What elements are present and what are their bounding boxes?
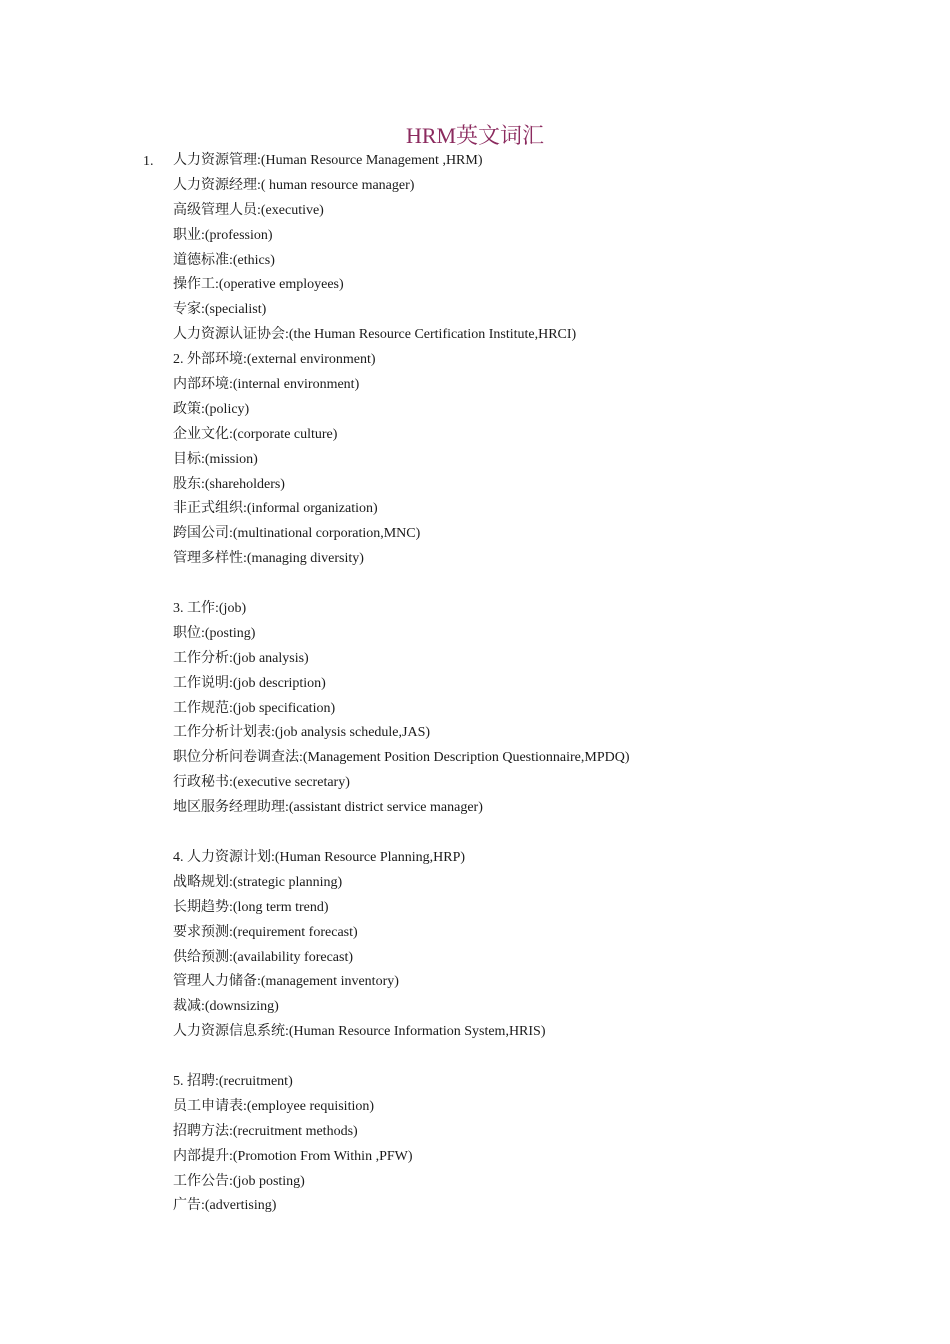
vocabulary-entry: 供给预测:(availability forecast) — [173, 949, 353, 965]
section-heading-entry: 3. 工作:(job) — [173, 601, 247, 617]
vocabulary-entry: 人力资源认证协会:(the Human Resource Certification Institute,HRCI) — [173, 327, 577, 343]
vocabulary-entry: 职位:(posting) — [173, 625, 256, 641]
vocabulary-entry: 长期趋势:(long term trend) — [173, 899, 329, 915]
vocabulary-entry: 人力资源信息系统:(Human Resource Information System,HRIS) — [173, 1024, 546, 1040]
section-heading-entry: 2. 外部环境:(external environment) — [173, 352, 376, 368]
vocabulary-entry: 工作分析计划表:(job analysis schedule,JAS) — [173, 725, 431, 741]
vocabulary-entry: 地区服务经理助理:(assistant district service manager) — [173, 800, 483, 816]
vocabulary-entry: 政策:(policy) — [173, 401, 250, 417]
vocabulary-entry: 高级管理人员:(executive) — [173, 202, 324, 218]
vocabulary-entry: 职业:(profession) — [173, 227, 273, 243]
vocabulary-entry: 招聘方法:(recruitment methods) — [173, 1123, 358, 1139]
vocabulary-entry: 管理人力储备:(management inventory) — [173, 974, 399, 990]
vocabulary-entry: 跨国公司:(multinational corporation,MNC) — [173, 526, 421, 542]
vocabulary-entry: 要求预测:(requirement forecast) — [173, 924, 358, 940]
vocabulary-entry: 工作公告:(job posting) — [173, 1173, 305, 1189]
vocabulary-entry: 广告:(advertising) — [173, 1198, 277, 1214]
vocabulary-entry: 内部环境:(internal environment) — [173, 377, 360, 393]
vocabulary-entry: 裁减:(downsizing) — [173, 999, 279, 1015]
vocabulary-entry: 战略规划:(strategic planning) — [173, 874, 343, 890]
vocabulary-entry: 股东:(shareholders) — [173, 476, 285, 492]
vocabulary-entry: 目标:(mission) — [173, 451, 258, 467]
vocabulary-entry: 人力资源管理:(Human Resource Management ,HRM) — [173, 153, 483, 168]
vocabulary-entry: 企业文化:(corporate culture) — [173, 426, 338, 442]
vocabulary-entry: 专家:(specialist) — [173, 302, 267, 318]
document-title: HRM英文词汇 — [405, 123, 545, 148]
vocabulary-entry: 人力资源经理:( human resource manager) — [173, 177, 415, 193]
vocabulary-entry: 职位分析问卷调查法:(Management Position Description Questionnaire,MPDQ) — [173, 750, 630, 766]
section-heading-entry: 4. 人力资源计划:(Human Resource Planning,HRP) — [173, 849, 466, 865]
section-heading-entry: 5. 招聘:(recruitment) — [173, 1073, 293, 1089]
vocabulary-entry: 道德标准:(ethics) — [173, 252, 275, 268]
vocabulary-entry: 员工申请表:(employee requisition) — [173, 1098, 375, 1114]
section-spacer — [173, 1045, 873, 1070]
vocabulary-entry: 内部提升:(Promotion From Within ,PFW) — [173, 1148, 413, 1164]
vocabulary-entry: 工作分析:(job analysis) — [173, 650, 309, 666]
vocabulary-entry: 工作说明:(job description) — [173, 675, 326, 691]
section-spacer — [173, 572, 873, 597]
list-number: 1. — [143, 154, 154, 169]
vocabulary-list — [173, 149, 873, 1219]
vocabulary-entry: 工作规范:(job specification) — [173, 700, 336, 716]
vocabulary-entry: 非正式组织:(informal organization) — [173, 501, 378, 517]
vocabulary-entry: 行政秘书:(executive secretary) — [173, 775, 350, 791]
vocabulary-entry: 操作工:(operative employees) — [173, 277, 344, 293]
section-spacer — [173, 821, 873, 846]
vocabulary-entry: 管理多样性:(managing diversity) — [173, 551, 364, 567]
